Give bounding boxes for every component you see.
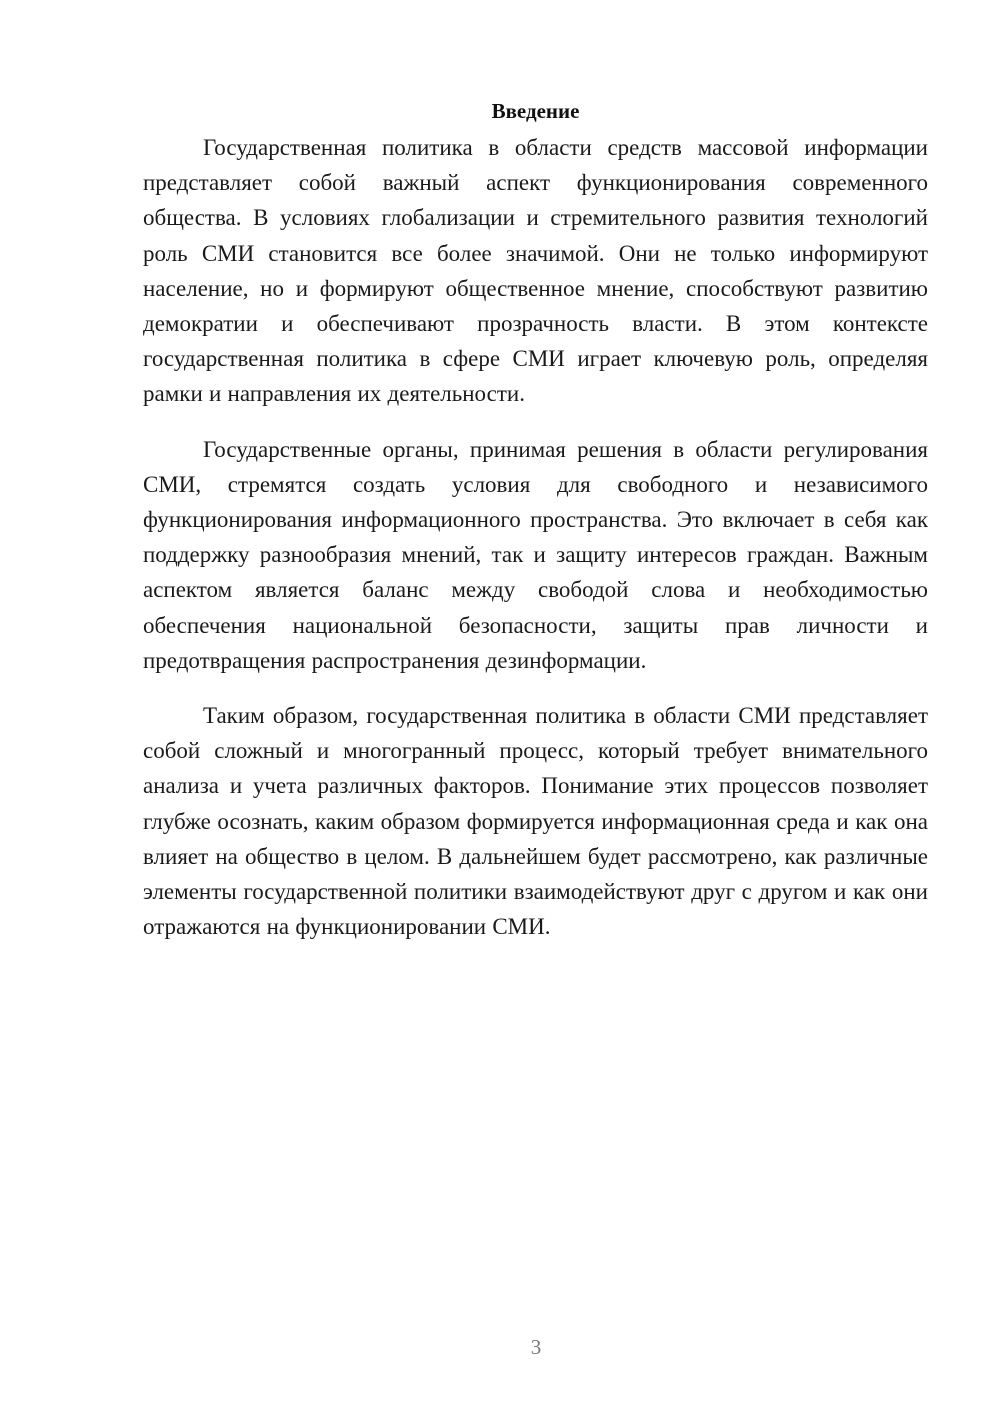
section-title: Введение (491, 99, 580, 123)
paragraph-2: Государственные органы, принимая решения в области регулирования СМИ, стремятся создать условия для свободного и независимого функционирования информационного пространства. Это включает в себя как поддержку разнообразия мнений, так и защиту интересов граждан. Важным аспектом является баланс между свободой слова и необходимостью обеспечения национальной безопасности, защиты прав личности и предотвращения распространения дезинформации. (143, 436, 928, 673)
page-number: 3 (530, 1335, 542, 1359)
page-content (143, 96, 928, 964)
paragraph-1: Государственная политика в области средств массовой информации представляет собой важный аспект функционирования современного общества. В условиях глобализации и стремительного развития технологий роль СМИ становится все более значимой. Они не только информируют население, но и формируют общественное мнение, способствуют развитию демократии и обеспечивают прозрачность власти. В этом контексте государственная политика в сфере СМИ играет ключевую роль, определяя рамки и направления их деятельности. (143, 135, 928, 407)
paragraph-3: Таким образом, государственная политика в области СМИ представляет собой сложный и многогранный процесс, который требует внимательного анализа и учета различных факторов. Понимание этих процессов позволяет глубже осознать, каким образом формируется информационная среда и как она влияет на общество в целом. В дальнейшем будет рассмотрено, как различные элементы государственной политики взаимодействуют друг с другом и как они отражаются на функционировании СМИ. (143, 703, 928, 940)
